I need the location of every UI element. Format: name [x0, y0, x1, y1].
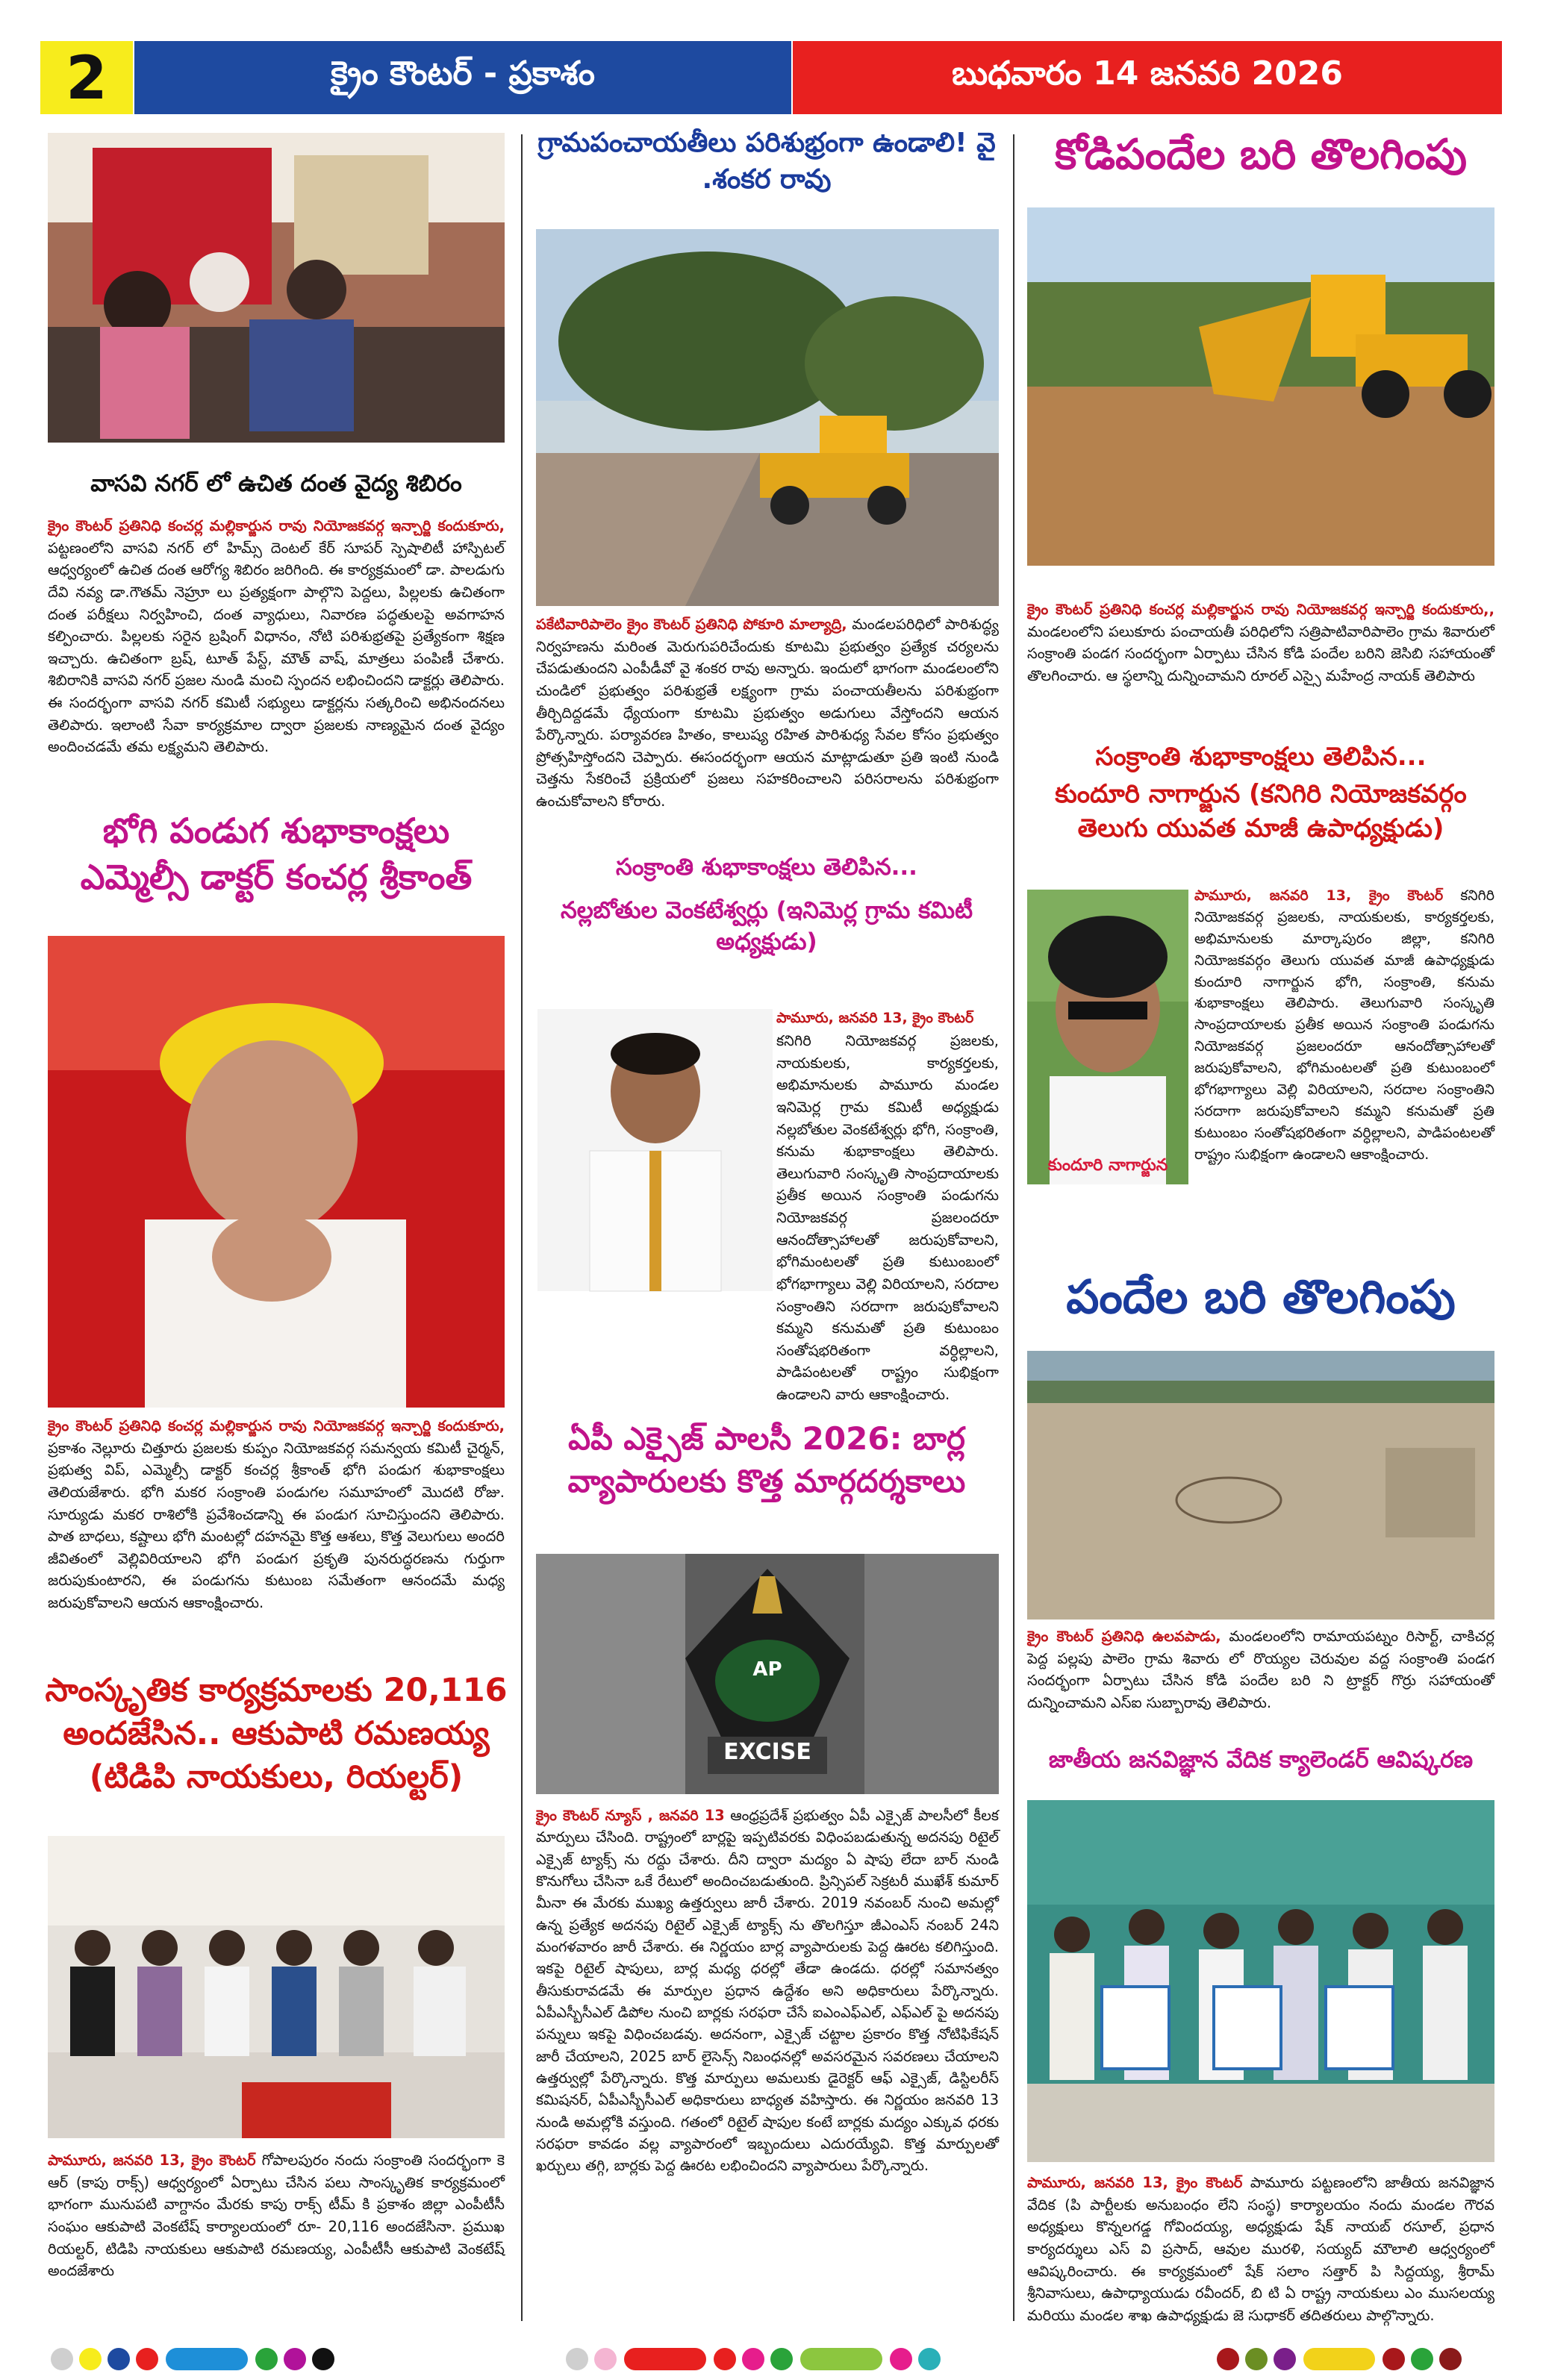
article-body: పామూరు పట్టణంలోని జాతీయ జనవిజ్ఞాన వేదిక (పి పార్టీలకు అనుబంధం లేని సంస్థ) కార్యాలయం నందు మండల గౌరవ అధ్యక్షులు కొన్నలగడ్డ గోవిందయ్య, అధ్యక్షుడు షేక్ నాయబ్ రసూల్, ప్రధాన కార్యదర్శులు ఎస్ వి ప్రసాద్, ఆవుల మురళి, సయ్యద్ మౌలాలి ఆధ్వర్యంలో ఆవిష్కరించారు. ఈ కార్యక్రమంలో షేక్ సలాం సత్తార్ పి సిద్దయ్య, శ్రీరామ్ శ్రీనివాసులు, ఉపాధ్యాయుడు రవీందర్, బి టి ఏ రాష్ట్ర నాయకులు ఎం ముసలయ్య మరియు మండల శాఖ ఉపాధ్యక్షుడు జె సుధాకర్ తదితరులు పాల్గొన్నారు. [1027, 2174, 1494, 2324]
venkateswarlu-portrait-photo [537, 1009, 773, 1291]
article-body: పట్టణంలోని వాసవి నగర్ లో హిమ్స్ దెంటల్ కేర్ సూపర్ స్పెషాలిటీ హాస్పిటల్ ఆధ్వర్యంలో ఉచిత దంత ఆరోగ్య శిబిరం జరిగింది. ఈ కార్యక్రమంలో డా. పాలడుగు దేవి నవ్య డా.గౌతమ్ నెహ్రూ లు ప్రత్యక్షంగా పాల్గొని పెద్దలు, పిల్లలకు ఉచితంగా దంత పరీక్షలు నిర్వహించి, దంత వ్యాధులు, నివారణ పద్ధతులపై అవగాహన కల్పించారు. పిల్లలకు సరైన బ్రషింగ్ విధానం, నోటి పరిశుభ్రతపై ప్రత్యేకంగా శిక్షణ ఇచ్చారు. ఉచితంగా బ్రష్, టూత్ పేస్ట్, మౌత్ వాష్, మాత్రలు పంపిణీ చేశారు. శిబిరానికి వాసవి నగర్ ప్రజల నుండి మంచి స్పందన లభించిందని డాక్టర్లు తెలిపారు. ఈ సందర్భంగా వాసవి నగర్ కమిటీ సభ్యులు డాక్టర్లను సత్కరించి అభినందనలు తెలిపారు. ఇలాంటి సేవా కార్యక్రమాల ద్వారా ప్రజలకు నాణ్యమైన దంత వైద్యం అందించడమే తమ లక్ష్యమని తెలిపారు. [48, 539, 505, 756]
article-lead: క్రైం కౌంటర్ ప్రతినిధి కంచర్ల మల్లికార్జున రావు నియోజకవర్గ ఇన్చార్జి కందుకూరు, [48, 517, 505, 534]
article-lead: పామూరు, జనవరి 13, క్రైం కౌంటర్ [776, 1010, 974, 1026]
article-body: ప్రకాశం నెల్లూరు చిత్తూరు ప్రజలకు కుప్పం నియోజకవర్గ సమన్వయ కమిటీ చైర్మన్, ప్రభుత్వ విప్, ఎమ్మెల్సీ డాక్టర్ కంచర్ల శ్రీకాంత్ భోగి పండుగ శుభాకాంక్షలు తెలియజేశారు. భోగి మకర సంక్రాంతి పండుగల సమూహంలో మొదటి రోజు. సూర్యుడు మకర రాశిలోకి ప్రవేశించడాన్ని ఈ పండుగ సూచిస్తుందని తెలిపారు. పాత బాధలు, కష్టాలు భోగి మంటల్లో దహనమై కొత్త ఆశలు, కొత్త వెలుగులు అందరి జీవితంలో వెల్లివిరియాలని భోగి పండుగ ప్రకృతి పునరుద్ధరణను గుర్తుగా జరుపుకుంటారని, ఈ పండుగను కుటుంబ సమేతంగా ఆనందమే మధ్య జరుపుకోవాలని ఆయన ఆకాంక్షించారు. [48, 1439, 505, 1611]
headline-bhogi-wishes: భోగి పండుగ శుభాకాంక్షలు ఎమ్మెల్సీ డాక్టర్ కంచర్ల శ్రీకాంత్ [80, 810, 473, 898]
donation-group-photo [48, 1836, 505, 2138]
calendar-launch-photo [1027, 1800, 1494, 2162]
article-body: గోపాలపురం నందు సంక్రాంతి సందర్భంగా కె ఆర్ (కాపు రాక్స్) ఆధ్వర్యంలో ఏర్పాటు చేసిన పలు సాంస్కృతిక కార్యక్రమంలో భాగంగా మునుపటి వాగ్దానం మేరకు కాపు రాక్స్ టీమ్ కి ప్రకాశం జిల్లా ఎంపీటీసీ సంఘం ఆకుపాటి వెంకటేష్ కార్యాలయంలో రూ- 20,116 అందజేసినా. ప్రముఖ రియల్టర్, టిడిపి నాయకులు ఆకుపాటి రమణయ్య, ఎంపీటీసీ ఆకుపాటి వెంకటేష్ అందజేశారు [48, 2152, 505, 2280]
column-divider [1013, 134, 1014, 2321]
headline-dental-camp: వాసవి నగర్ లో ఉచిత దంత వైద్య శిబిరం [90, 470, 462, 497]
headline-panchayat-clean: గ్రామపంచాయతీలు పరిశుభ్రంగా ఉండాలి! వై .శంకర రావు [537, 128, 996, 195]
article-panchayat-clean [536, 613, 999, 813]
drone-field-photo [1027, 1351, 1494, 1620]
headline-nagarjuna-name: కుందూరి నాగార్జున (కనిగిరి నియోజకవర్గం తెలుగు యువత మాజీ ఉపాధ్యక్షుడు) [1055, 779, 1467, 843]
headline-excise-policy: ఏపీ ఎక్సైజ్ పాలసీ 2026: బార్ల వ్యాపారులకు కొత్త మార్గదర్శకాలు [567, 1420, 966, 1499]
article-kodipandela-bari [1027, 599, 1494, 687]
article-body: కనిగిరి నియోజకవర్గ ప్రజలకు, నాయకులకు, కార్యకర్తలకు, అభిమానులకు మార్కాపురం జిల్లా, కనిగిరి నియోజకవర్గం తెలుగు యువత మాజీ ఉపాధ్యక్షుడు కుందూరి నాగార్జున భోగి, సంక్రాంతి, కనుమ శుభాకాంక్షలు తెలిపారు. తెలుగువారి సంస్కృతి సాంప్రదాయాలకు ప్రతీక అయిన సంక్రాంతి పండుగను నియోజకవర్గ ప్రజలందరూ ఆనందోత్సాహాలతో జరుపుకోవాలని, భోగిమంటలతో ప్రతి కుటుంబంలో భోగభాగ్యాలు వెల్లి విరియాలని, సరదాల సంక్రాంతిని సరదాగా జరుపుకోవాలని కమ్మని కనుమతో ప్రతి కుటుంబం సంతోషభరితంగా వర్ధిల్లాలని, పాడిపంటలతో రాష్ట్రం సుభిక్షంగా ఉండాలని ఆకాంక్షించారు. [1194, 887, 1494, 1163]
headline-sankranti-wishes-name: నల్లబోతుల వెంకటేశ్వర్లు (ఇనిమెర్ల గ్రామ కమిటీ అధ్యక్షుడు) [560, 897, 973, 955]
article-lead: క్రైం కౌంటర్ న్యూస్ , జనవరి 13 [536, 1807, 725, 1824]
article-lead: పకేటివారిపాలెం క్రైం కౌంటర్ ప్రతినిధి పోకూరి మాల్యాద్రి, [536, 616, 847, 633]
column-divider [521, 134, 523, 2321]
article-body: మండలంలోని రామాయపట్నం రిసార్ట్, చాకిచర్ల పెద్ద పల్లపు పాలెం గ్రామ శివారు లో రొయ్యల చెరువుల వద్ద సంక్రాంతి పండగ సందర్భంగా ఏర్పాటు చేసిన కోడి పందేల బరి ని ట్రాక్టర్ గొర్రు సహాయంతో దున్నించామని ఎస్ఐ సుబ్బారావు తెలిపారు. [1027, 1628, 1494, 1711]
article-calendar-launch [1027, 2172, 1494, 2326]
article-lead: క్రైం కౌంటర్ ప్రతినిధి కంచర్ల మల్లికార్జున రావు నియోజకవర్గ ఇన్చార్జి కందుకూరు,, [1027, 601, 1494, 618]
article-lead: పామూరు, జనవరి 13, క్రైం కౌంటర్ [1027, 2174, 1243, 2191]
nagarjuna-portrait-photo [1027, 890, 1188, 1184]
article-dental-camp [48, 515, 505, 758]
issue-date: బుధవారం 14 జనవరి 2026 [793, 41, 1502, 114]
article-body: మండలపరిధిలో పారిశుద్ధ్య నిర్వహణను మరింత మెరుగుపరిచేందుకు కూటమి ప్రభుత్వం ప్రత్యేక చర్యలను చేపడుతుందని ఎంపీడీవో వై శంకర రావు అన్నారు. ఇందులో భాగంగా మండలంలోని చుండిలో ప్రభుత్వం పరిశుభ్రతే లక్ష్యంగా గ్రామ పంచాయతీలను పరిశుభ్రంగా తీర్చిదిద్దడమే ధ్యేయంగా కూటమి ప్రభుత్వం అడుగులు వేస్తోందని ఆయన పేర్కొన్నారు. పర్యావరణ హితం, కాలుష్య రహిత పారిశుధ్య సేవల కోసం ప్రభుత్వం ప్రోత్సహిస్తోందని చెప్పారు. ఈసందర్భంగా ఆయన మాట్లాడుతూ ప్రతి ఇంటి నుండి చెత్తను సేకరించే ప్రక్రియలో ప్రజలు సహకరించాలని పరిసరాలను పరిశుభ్రంగా ఉంచుకోవాలని కోరారు. [536, 616, 999, 810]
article-lead: క్రైం కౌంటర్ ప్రతినిధి ఉలవపాడు, [1027, 1628, 1221, 1645]
article-lead: పామూరు, జనవరి 13, క్రైం కౌంటర్ [48, 2152, 256, 2169]
article-nagarjuna-wishes [1194, 885, 1494, 1165]
headline-kodipandela-bari: కోడిపందేల బరి తొలగింపు [1054, 131, 1467, 179]
article-body: ఆంధ్రప్రదేశ్ ప్రభుత్వం ఏపీ ఎక్సైజ్ పాలసీలో కీలక మార్పులు చేసింది. రాష్ట్రంలో బార్లపై ఇప్పటివరకు విధింపబడుతున్న అదనపు రిటైల్ ఎక్సైజ్ ట్యాక్స్ ను రద్దు చేశారు. దీని ద్వారా మద్యం ఏ షాపు లేదా బార్ నుండి కొనుగోలు చేసినా ఒకే రేటులో అందించబడుతుంది. ప్రిన్సిపల్ సెక్రటరీ ముఖేశ్ కుమార్ మీనా ఈ మేరకు ముఖ్య ఉత్తర్వులు జారీ చేశారు. 2019 నవంబర్ నుంచి అమల్లో ఉన్న ప్రత్యేక అదనపు రిటైల్ ఎక్సైజ్ ట్యాక్స్ ను తొలగిస్తూ జీఎంఎస్ నంబర్ 24ని మంగళవారం జారీ చేశారు. ఈ నిర్ణయం బార్ల వ్యాపారులకు పెద్ద ఊరట కలిగిస్తుంది. ఇకపై రిటైల్ షాపులు, బార్ల మధ్య ధరల్లో తేడా ఉండదు. ధరల్లో సమానత్వం తీసుకురావడమే ఈ మార్పుల ప్రధాన ఉద్దేశం అని అధికారులు పేర్కొన్నారు. ఏపీఎస్బీసీఎల్ డిపోల నుంచి బార్లకు సరఫరా చేసే ఐఎంఎఫ్ఎల్, ఎఫ్ఎల్ పై అదనపు పన్నులు ఇకపై విధించబడవు. అదనంగా, ఎక్సైజ్ చట్టాల ప్రకారం కొత్త నోటిఫికేషన్ జారీ చేయాలని, 2025 బార్ లైసెన్స్ నిబంధనల్లో అవసరమైన సవరణలు చేయాలని ఉత్తర్వుల్లో పేర్కొన్నారు. కొత్త మార్పులు అమలుకు డైరెక్టర్ ఆఫ్ ఎక్సైజ్, డిస్టిలరీస్ కమిషనర్, ఏపీఎస్బీసీఎల్ అధికారులు బాధ్యత వహిస్తారు. ఈ నిర్ణయం జనవరి 13 నుండి అమల్లోకి వస్తుంది. గతంలో రిటైల్ షాపుల కంటే బార్లకు మద్యం ఎక్కువ ధరకు సరఫరా కావడం వల్ల వ్యాపారంలో ఇబ్బందులు ఎదురయ్యేవి. కొత్త మార్పులతో ఖర్చులు తగ్గి, బార్లకు పెద్ద ఊరట లభించిందని వ్యాపారులు పేర్కొన్నారు. [536, 1807, 999, 2175]
jcb-field-photo [1027, 207, 1494, 566]
dental-camp-photo [48, 133, 505, 443]
headline-sankranti-wishes-2: సంక్రాంతి శుభాకాంక్షలు తెలిపిన... [1095, 742, 1427, 772]
page-number: 2 [40, 41, 133, 114]
article-sankranti-wishes-body [776, 1030, 999, 1403]
article-cultural-donation [48, 2149, 505, 2282]
logo-excise-text: EXCISE [723, 1739, 811, 1765]
article-lead: పామూరు, జనవరి 13, క్రైం కౌంటర్ [1194, 887, 1444, 904]
photo-caption-nagarjuna: కుందూరి నాగార్జున [1047, 1155, 1168, 1175]
article-pandela-bari [1027, 1625, 1494, 1714]
logo-ap-text: AP [752, 1658, 782, 1681]
article-bhogi-wishes [48, 1415, 505, 1614]
headline-pandela-bari: పందేల బరి తొలగింపు [1066, 1269, 1456, 1324]
mlc-portrait-photo [48, 936, 505, 1408]
headline-sankranti-wishes-1: సంక్రాంతి శుభాకాంక్షలు తెలిపిన... [616, 854, 917, 881]
article-body: కనిగిరి నియోజకవర్గ ప్రజలకు, నాయకులకు, కార్యకర్తలకు, అభిమానులకు పామూరు మండల ఇనిమెర్ల గ్రామ కమిటీ అధ్యక్షుడు నల్లబోతుల వెంకటేశ్వర్లు భోగి, సంక్రాంతి, కనుమ శుభాకాంక్షలు తెలిపారు. తెలుగువారి సంస్కృతి సాంప్రదాయాలకు ప్రతీక అయిన సంక్రాంతి పండుగను నియోజకవర్గ ప్రజలందరూ ఆనందోత్సాహాలతో జరుపుకోవాలని, భోగిమంటలతో ప్రతి కుటుంబంలో భోగభాగ్యాలు వెల్లి విరియాలని, సరదాల సంక్రాంతిని సరదాగా జరుపుకోవాలని కమ్మని కనుమతో ప్రతి కుటుంబం సంతోషభరితంగా వర్ధిల్లాలని, పాడిపంటలతో రాష్ట్రం సుభిక్షంగా ఉండాలని వారు ఆకాంక్షించారు. [776, 1032, 999, 1403]
headline-cultural-donation: సాంస్కృతిక కార్యక్రమాలకు 20,116 అందజేసిన.. ఆకుపాటి రమణయ్య (టిడిపి నాయకులు, రియల్టర్) [45, 1672, 508, 1796]
article-body: మండలంలోని పలుకూరు పంచాయతీ పరిధిలోని సత్రిపాటివారిపాలెం గ్రామ శివారులో సంక్రాంతి పండగ సందర్భంగా ఏర్పాటు చేసిన కోడి పందేల బరిని జెసిబి సహాయంతో తొలగించారు. ఆ స్థలాన్ని దున్నించామని రూరల్ ఎస్సై మహేంద్ర నాయక్ తెలిపారు [1027, 622, 1494, 684]
article-sankranti-wishes-narrow [776, 1008, 999, 1029]
section-title: క్రైం కౌంటర్ - ప్రకాశం [134, 41, 791, 114]
article-excise-policy [536, 1805, 999, 2177]
jcb-road-photo [536, 229, 999, 606]
headline-calendar-launch: జాతీయ జనవిజ్ఞాన వేదిక క్యాలెండర్ ఆవిష్కరణ [1048, 1746, 1474, 1773]
article-lead: క్రైం కౌంటర్ ప్రతినిధి కంచర్ల మల్లికార్జున రావు నియోజకవర్గ ఇన్చార్జి కందుకూరు, [48, 1417, 505, 1434]
